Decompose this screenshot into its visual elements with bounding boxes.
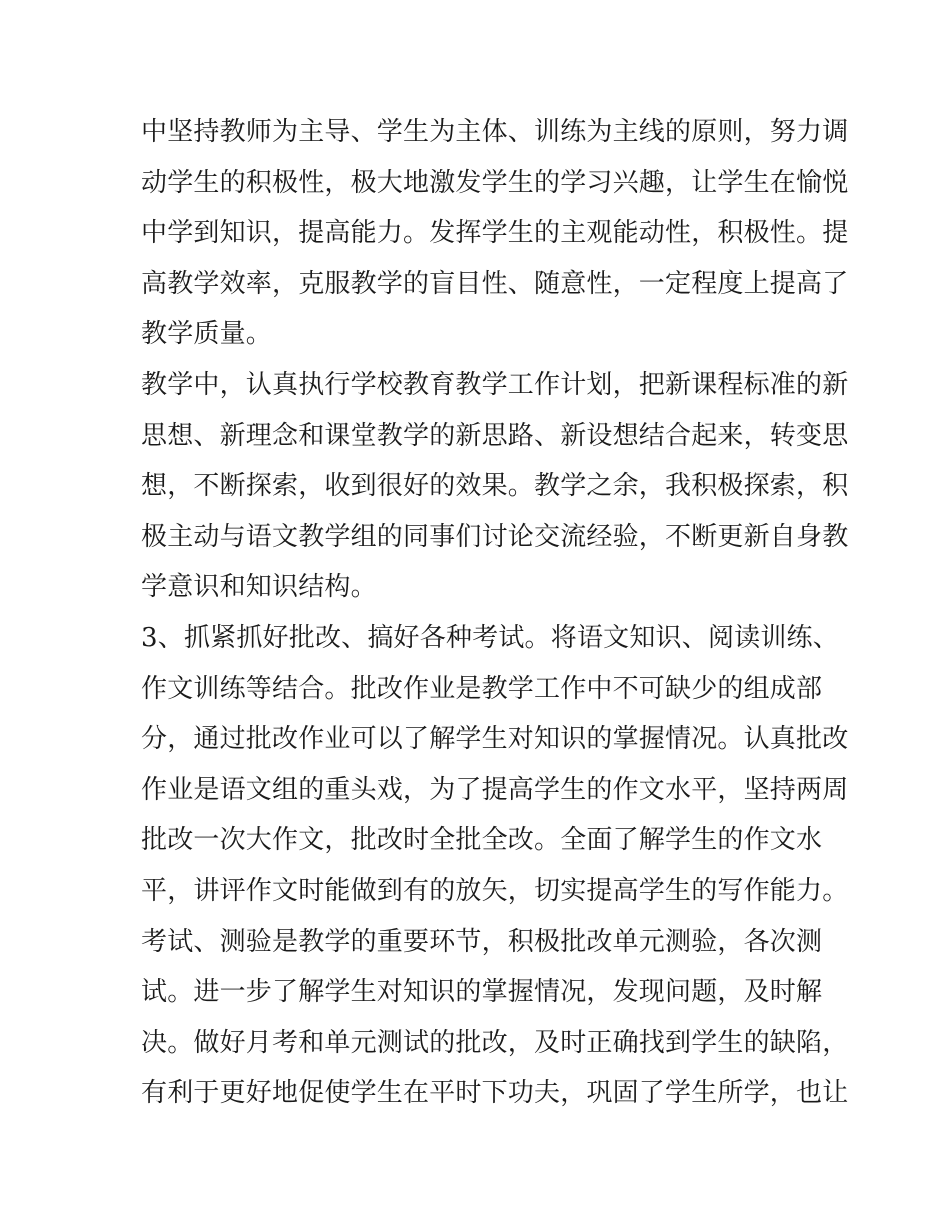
text-line: 教学质量。 xyxy=(141,319,273,350)
text-line: 作文训练等结合。批改作业是教学工作中不可缺少的组成部 xyxy=(141,673,823,704)
text-line: 作业是语文组的重头戏，为了提高学生的作文水平，坚持两周 xyxy=(141,774,849,805)
text-line: 教学中，认真执行学校教育教学工作计划，把新课程标准的新 xyxy=(141,369,849,400)
body-text xyxy=(141,107,849,1119)
text-line: 动学生的积极性，极大地激发学生的学习兴趣，让学生在愉悦 xyxy=(141,167,849,198)
text-line: 试。进一步了解学生对知识的掌握情况，发现问题，及时解 xyxy=(141,977,823,1008)
text-line: 高教学效率，克服教学的盲目性、随意性，一定程度上提高了 xyxy=(141,268,849,299)
text-line: 3、抓紧抓好批改、搞好各种考试。将语文知识、阅读训练、 xyxy=(141,622,839,653)
text-line: 分，通过批改作业可以了解学生对知识的掌握情况。认真批改 xyxy=(141,724,849,755)
text-line: 思想、新理念和课堂教学的新思路、新设想结合起来，转变思 xyxy=(141,420,849,451)
text-line: 考试、测验是教学的重要环节，积极批改单元测验，各次测 xyxy=(141,926,823,957)
text-line: 批改一次大作文，批改时全批全改。全面了解学生的作文水 xyxy=(141,825,823,856)
text-line: 平，讲评作文时能做到有的放矢，切实提高学生的写作能力。 xyxy=(141,875,849,906)
text-line: 学意识和知识结构。 xyxy=(141,572,377,603)
text-line: 极主动与语文教学组的同事们讨论交流经验，不断更新自身教 xyxy=(141,521,849,552)
text-line: 中学到知识，提高能力。发挥学生的主观能动性，积极性。提 xyxy=(141,218,849,249)
text-line: 中坚持教师为主导、学生为主体、训练为主线的原则，努力调 xyxy=(141,117,849,147)
text-line: 想，不断探索，收到很好的效果。教学之余，我积极探索，积 xyxy=(141,471,849,502)
text-line: 有利于更好地促使学生在平时下功夫，巩固了学生所学，也让 xyxy=(141,1078,849,1109)
text-line: 决。做好月考和单元测试的批改，及时正确找到学生的缺陷， xyxy=(141,1027,849,1058)
